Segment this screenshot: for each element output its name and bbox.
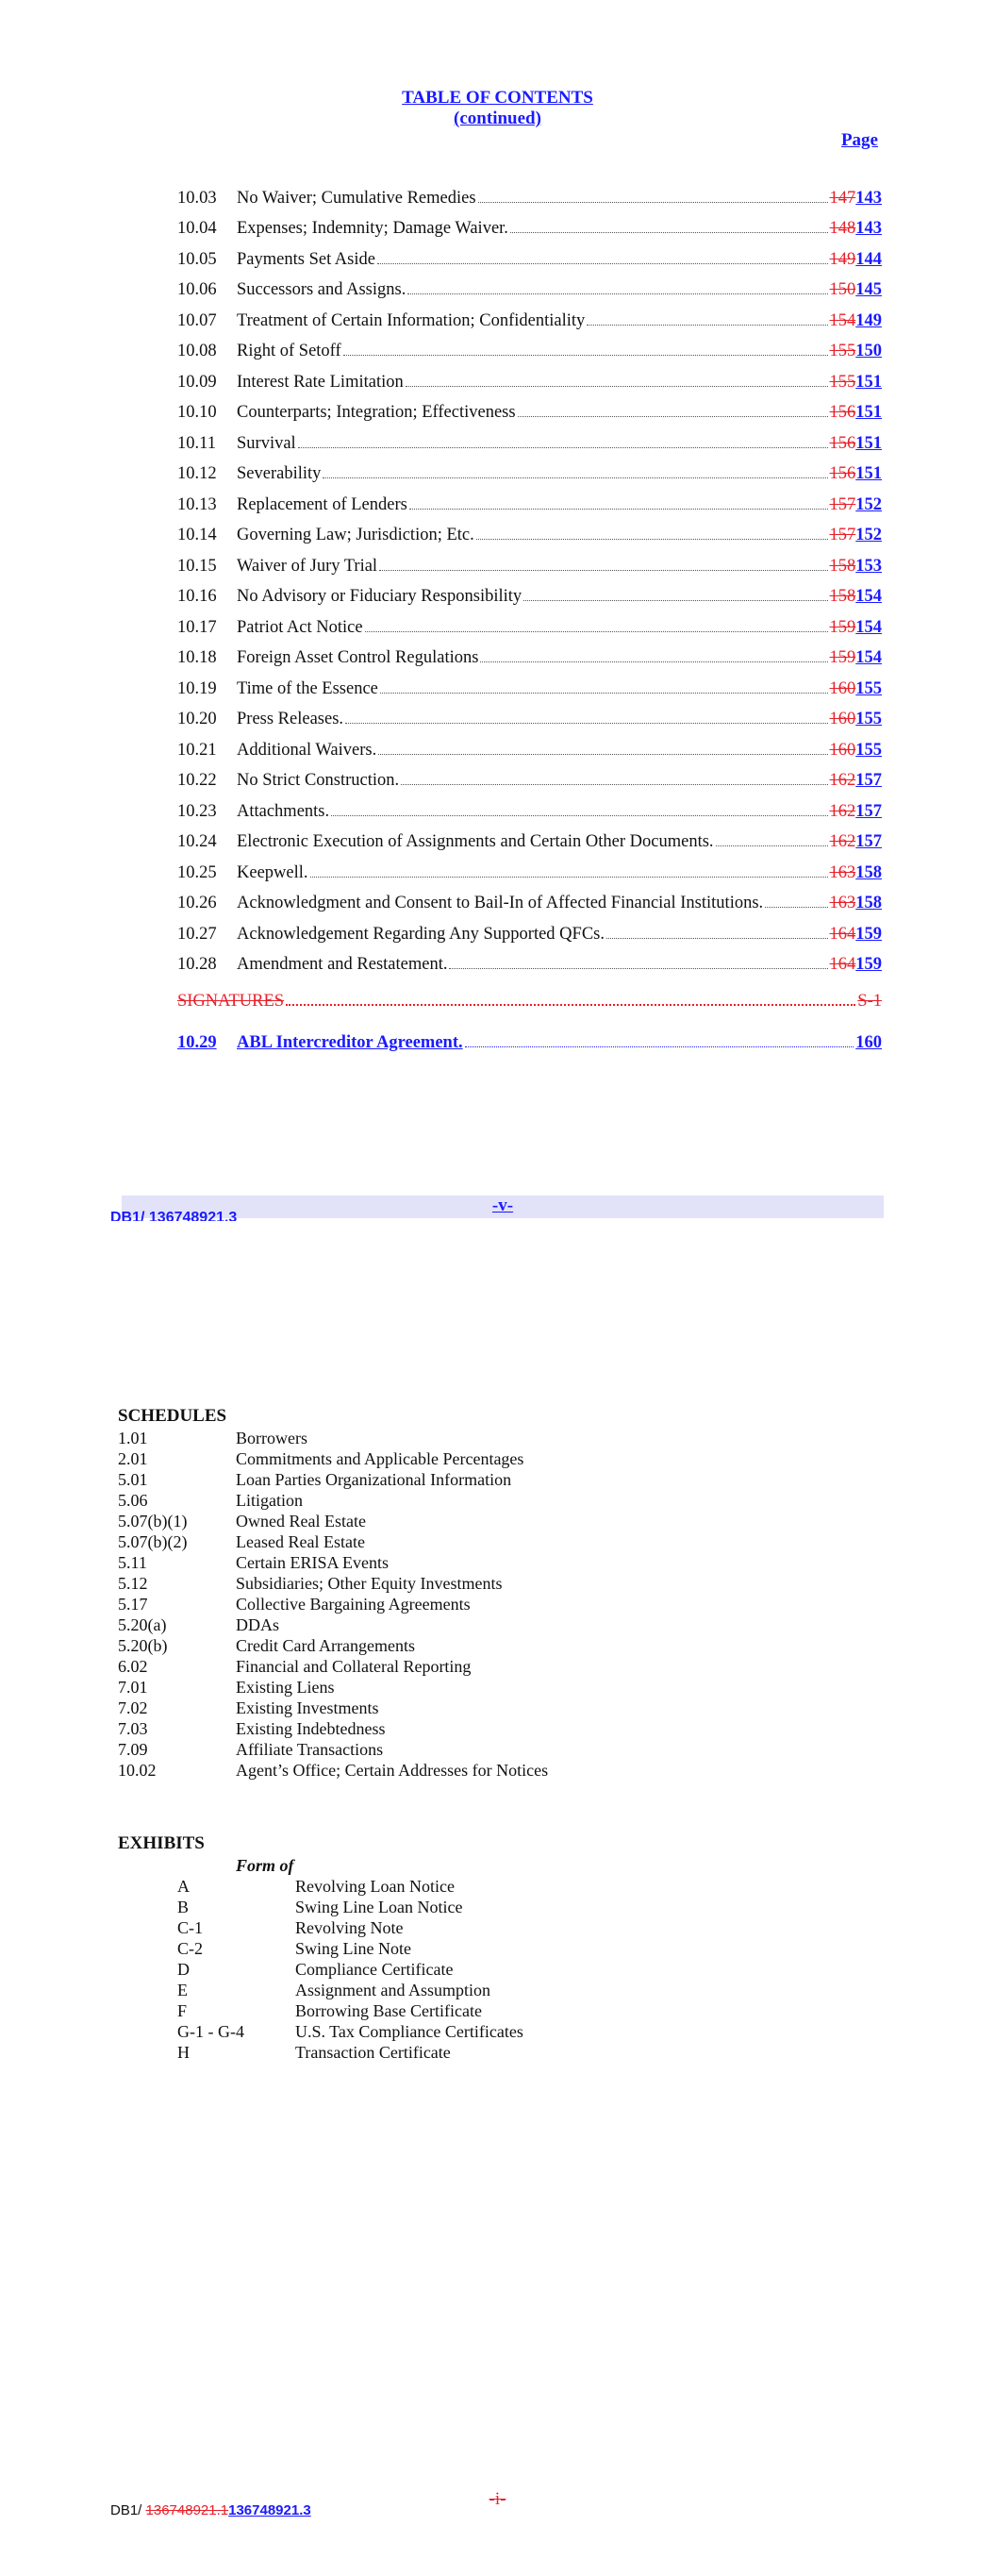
exhibit-letter: C-1 bbox=[177, 1918, 203, 1937]
toc-entry-title: Waiver of Jury Trial bbox=[237, 556, 378, 576]
toc-entry-old-page: 160 bbox=[829, 740, 856, 760]
toc-entry[interactable] bbox=[177, 277, 882, 309]
schedule-title: Owned Real Estate bbox=[236, 1512, 366, 1531]
toc-entry-number: 10.23 bbox=[177, 801, 217, 821]
toc-leader bbox=[345, 707, 827, 725]
exhibit-letter: F bbox=[177, 2001, 188, 2020]
toc-leader bbox=[523, 584, 827, 602]
schedule-number: 5.07(b)(2) bbox=[118, 1532, 188, 1551]
toc-entry-old-page: 156 bbox=[829, 433, 856, 453]
schedules-heading: SCHEDULES bbox=[118, 1406, 227, 1426]
schedules-list bbox=[118, 1429, 872, 1781]
toc-entry-new-page: 153 bbox=[855, 556, 882, 576]
toc-entry-new-page: 150 bbox=[855, 342, 882, 361]
toc-entry-old-page: 160 bbox=[829, 678, 856, 698]
toc-entry-number: 10.27 bbox=[177, 924, 217, 944]
document-id-overlap: DB1/ 136748921.3 bbox=[110, 1210, 238, 1221]
exhibit-item bbox=[177, 1898, 872, 1918]
toc-entry-title: Electronic Execution of Assignments and Certain Other Documents. bbox=[237, 832, 714, 852]
schedule-title: Loan Parties Organizational Information bbox=[236, 1470, 512, 1489]
toc-entry-title: Amendment and Restatement. bbox=[237, 955, 448, 975]
schedule-number: 2.01 bbox=[118, 1449, 148, 1468]
schedule-title: Leased Real Estate bbox=[236, 1532, 365, 1551]
schedule-title: Certain ERISA Events bbox=[236, 1553, 389, 1572]
toc-entry-new-page: 159 bbox=[855, 955, 882, 975]
toc-entry-new-page: 155 bbox=[855, 740, 882, 760]
exhibit-letter: G-1 - G-4 bbox=[177, 2022, 244, 2041]
toc-leader bbox=[449, 952, 827, 970]
toc-entry-old-page: 164 bbox=[829, 955, 856, 975]
exhibit-letter: E bbox=[177, 1981, 188, 1999]
toc-entry-new-page: 151 bbox=[855, 433, 882, 453]
toc-title: TABLE OF CONTENTS bbox=[402, 88, 593, 108]
toc-leader bbox=[716, 829, 828, 847]
schedule-item bbox=[118, 1657, 872, 1678]
signatures-page: S-1 bbox=[857, 991, 882, 1011]
toc-entry-number: 10.14 bbox=[177, 526, 217, 545]
toc-entry-number: 10.17 bbox=[177, 617, 217, 637]
toc-entry-title: Counterparts; Integration; Effectiveness bbox=[237, 403, 516, 423]
exhibit-title: Compliance Certificate bbox=[295, 1960, 454, 1979]
toc-entry-old-page: 154 bbox=[829, 310, 856, 330]
toc-entry-number: 10.22 bbox=[177, 771, 217, 791]
toc-entry[interactable] bbox=[177, 676, 882, 707]
toc-entry-title: No Waiver; Cumulative Remedies bbox=[237, 188, 476, 208]
schedule-item bbox=[118, 1532, 872, 1553]
toc-entry-old-page: 163 bbox=[829, 862, 856, 882]
schedule-number: 5.07(b)(1) bbox=[118, 1512, 188, 1531]
toc-entry-new-page: 155 bbox=[855, 678, 882, 698]
toc-entry-title: Expenses; Indemnity; Damage Waiver. bbox=[237, 219, 508, 239]
schedule-item bbox=[118, 1615, 872, 1636]
toc-list bbox=[177, 185, 882, 982]
toc-entry-old-page: 162 bbox=[829, 801, 856, 821]
exhibit-item bbox=[177, 2022, 872, 2043]
toc-entry[interactable] bbox=[177, 461, 882, 493]
toc-entry-number: 10.21 bbox=[177, 740, 217, 760]
signatures-label: SIGNATURES bbox=[177, 991, 285, 1011]
toc-entry-number: 10.19 bbox=[177, 678, 217, 698]
toc-leader bbox=[365, 614, 828, 632]
toc-entry-old-page: 159 bbox=[829, 617, 856, 637]
toc-entry-new-page: 145 bbox=[855, 280, 882, 300]
page-marker: -v- bbox=[491, 1196, 514, 1215]
schedule-title: Borrowers bbox=[236, 1429, 307, 1447]
toc-entry-title: Governing Law; Jurisdiction; Etc. bbox=[237, 526, 474, 545]
form-of-label: Form of bbox=[236, 1856, 294, 1875]
toc-entry-new-page: 151 bbox=[855, 372, 882, 392]
toc-entry-old-page: 158 bbox=[829, 587, 856, 607]
schedule-item bbox=[118, 1636, 872, 1657]
exhibit-title: Borrowing Base Certificate bbox=[295, 2001, 482, 2020]
toc-entry-number: 10.03 bbox=[177, 188, 217, 208]
toc-entry[interactable] bbox=[177, 707, 882, 738]
exhibit-title: Revolving Loan Notice bbox=[295, 1877, 455, 1896]
toc-leader bbox=[765, 891, 827, 909]
schedule-number: 7.02 bbox=[118, 1698, 148, 1717]
toc-leader bbox=[606, 921, 828, 939]
toc-leader bbox=[380, 676, 828, 694]
toc-entry-new-page: 157 bbox=[855, 832, 882, 852]
toc-leader bbox=[480, 645, 827, 663]
exhibit-item bbox=[177, 1981, 872, 2001]
schedule-item bbox=[118, 1470, 872, 1491]
toc-leader bbox=[401, 768, 827, 786]
toc-entry-title: Press Releases. bbox=[237, 710, 344, 729]
schedules-section bbox=[118, 1406, 872, 1781]
schedule-title: Existing Liens bbox=[236, 1678, 335, 1697]
schedule-item bbox=[118, 1512, 872, 1532]
toc-entry[interactable] bbox=[177, 737, 882, 768]
toc-entry[interactable] bbox=[177, 246, 882, 277]
schedule-number: 5.12 bbox=[118, 1574, 148, 1593]
toc-leader bbox=[298, 430, 828, 448]
toc-entry-old-page: 155 bbox=[829, 342, 856, 361]
signatures-entry bbox=[177, 987, 882, 1012]
schedule-title: Financial and Collateral Reporting bbox=[236, 1657, 472, 1676]
toc-entry-title: No Advisory or Fiduciary Responsibility bbox=[237, 587, 522, 607]
schedule-title: Agent’s Office; Certain Addresses for Notices bbox=[236, 1761, 549, 1780]
toc-leader bbox=[323, 461, 827, 479]
toc-entry[interactable] bbox=[177, 860, 882, 891]
toc-entry-new-page: 144 bbox=[855, 249, 882, 269]
exhibit-item bbox=[177, 1918, 872, 1939]
schedule-number: 5.01 bbox=[118, 1470, 148, 1489]
toc-entry-number: 10.12 bbox=[177, 464, 217, 484]
schedule-item bbox=[118, 1740, 872, 1761]
toc-leader bbox=[510, 216, 828, 234]
toc-entry[interactable] bbox=[177, 584, 882, 615]
toc-entry-title: Foreign Asset Control Regulations bbox=[237, 648, 479, 668]
toc-entry-new-page: 159 bbox=[855, 924, 882, 944]
exhibit-letter: C-2 bbox=[177, 1939, 203, 1958]
toc-entry-new-page: 143 bbox=[855, 219, 882, 239]
toc-entry[interactable] bbox=[177, 430, 882, 461]
toc-entry[interactable] bbox=[177, 645, 882, 677]
toc-leader bbox=[476, 523, 828, 541]
toc-entry-title: Treatment of Certain Information; Confidentiality bbox=[237, 310, 586, 330]
schedule-number: 10.02 bbox=[118, 1761, 157, 1780]
toc-entry-old-page: 159 bbox=[829, 648, 856, 668]
exhibit-letter: A bbox=[177, 1877, 190, 1896]
abl-number: 10.29 bbox=[177, 1032, 217, 1052]
toc-entry-old-page: 147 bbox=[829, 188, 856, 208]
toc-entry-title: Keepwell. bbox=[237, 862, 308, 882]
schedule-number: 5.20(a) bbox=[118, 1615, 167, 1634]
toc-entry-new-page: 151 bbox=[855, 403, 882, 423]
schedule-item bbox=[118, 1553, 872, 1574]
toc-entry-old-page: 157 bbox=[829, 526, 856, 545]
toc-entry[interactable] bbox=[177, 614, 882, 645]
schedule-number: 5.11 bbox=[118, 1553, 147, 1572]
toc-leader bbox=[343, 339, 828, 357]
toc-entry-number: 10.13 bbox=[177, 494, 217, 514]
toc-entry-old-page: 155 bbox=[829, 372, 856, 392]
toc-entry-number: 10.10 bbox=[177, 403, 217, 423]
toc-entry[interactable] bbox=[177, 523, 882, 554]
toc-entry[interactable] bbox=[177, 952, 882, 983]
toc-entry-old-page: 160 bbox=[829, 710, 856, 729]
exhibit-title: Assignment and Assumption bbox=[295, 1981, 491, 1999]
page-marker-roman: -i- bbox=[489, 2489, 506, 2509]
toc-entry-new-page: 158 bbox=[855, 862, 882, 882]
schedule-item bbox=[118, 1574, 872, 1595]
toc-leader bbox=[587, 308, 827, 326]
toc-leader bbox=[377, 246, 828, 264]
docid-prefix: DB1/ bbox=[110, 2502, 146, 2518]
toc-entry-new-page: 143 bbox=[855, 188, 882, 208]
toc-heading bbox=[0, 88, 995, 129]
toc-leader bbox=[465, 1029, 854, 1047]
toc-entry-new-page: 158 bbox=[855, 894, 882, 913]
toc-entry-new-page: 152 bbox=[855, 494, 882, 514]
toc-entry-old-page: 156 bbox=[829, 464, 856, 484]
schedule-item bbox=[118, 1449, 872, 1470]
toc-entry-old-page: 156 bbox=[829, 403, 856, 423]
toc-entry-title: Acknowledgement Regarding Any Supported QFCs. bbox=[237, 924, 605, 944]
schedule-title: Credit Card Arrangements bbox=[236, 1636, 415, 1655]
toc-entry-new-page: 157 bbox=[855, 801, 882, 821]
schedule-number: 1.01 bbox=[118, 1429, 148, 1447]
exhibits-section bbox=[118, 1833, 872, 2064]
toc-subtitle: (continued) bbox=[454, 109, 541, 128]
toc-entry-old-page: 157 bbox=[829, 494, 856, 514]
toc-leader bbox=[331, 798, 827, 816]
toc-entry[interactable] bbox=[177, 829, 882, 861]
toc-entry-title: Interest Rate Limitation bbox=[237, 372, 404, 392]
toc-entry[interactable] bbox=[177, 492, 882, 523]
toc-entry[interactable] bbox=[177, 553, 882, 584]
toc-entry-new-page: 154 bbox=[855, 587, 882, 607]
toc-entry-old-page: 148 bbox=[829, 219, 856, 239]
toc-entry-number: 10.16 bbox=[177, 587, 217, 607]
toc-entry[interactable] bbox=[177, 185, 882, 216]
toc-leader bbox=[518, 400, 828, 418]
toc-entry-title: Payments Set Aside bbox=[237, 249, 375, 269]
toc-entry-title: Successors and Assigns. bbox=[237, 280, 406, 300]
schedule-item bbox=[118, 1595, 872, 1615]
toc-leader bbox=[310, 860, 828, 878]
toc-entry-title: Patriot Act Notice bbox=[237, 617, 363, 637]
schedule-number: 7.09 bbox=[118, 1740, 148, 1759]
schedule-number: 7.01 bbox=[118, 1678, 148, 1697]
toc-entry-number: 10.11 bbox=[177, 433, 216, 453]
toc-entry-number: 10.18 bbox=[177, 648, 217, 668]
exhibit-title: Swing Line Note bbox=[295, 1939, 411, 1958]
toc-entry-title: Survival bbox=[237, 433, 296, 453]
exhibits-heading: EXHIBITS bbox=[118, 1833, 205, 1853]
toc-entry-number: 10.28 bbox=[177, 955, 217, 975]
exhibit-letter: B bbox=[177, 1898, 190, 1916]
toc-entry-title: Right of Setoff bbox=[237, 342, 341, 361]
schedule-title: Litigation bbox=[236, 1491, 303, 1510]
toc-entry[interactable] bbox=[177, 400, 882, 431]
toc-entry-old-page: 164 bbox=[829, 924, 856, 944]
exhibit-letter: H bbox=[177, 2043, 190, 2062]
toc-entry-new-page: 154 bbox=[855, 617, 882, 637]
toc-entry-old-page: 162 bbox=[829, 832, 856, 852]
toc-entry[interactable] bbox=[177, 921, 882, 952]
exhibit-title: U.S. Tax Compliance Certificates bbox=[295, 2022, 523, 2041]
schedule-number: 7.03 bbox=[118, 1719, 148, 1738]
toc-leader bbox=[478, 185, 828, 203]
abl-title: ABL Intercreditor Agreement. bbox=[237, 1032, 463, 1052]
schedule-title: Existing Indebtedness bbox=[236, 1719, 386, 1738]
toc-entry-title: No Strict Construction. bbox=[237, 771, 400, 791]
toc-entry-title: Attachments. bbox=[237, 801, 330, 821]
exhibit-title: Swing Line Loan Notice bbox=[295, 1898, 463, 1916]
toc-entry-old-page: 149 bbox=[829, 249, 856, 269]
toc-entry[interactable] bbox=[177, 891, 882, 922]
schedule-number: 6.02 bbox=[118, 1657, 148, 1676]
toc-entry-number: 10.24 bbox=[177, 832, 217, 852]
toc-entry-title: Additional Waivers. bbox=[237, 740, 377, 760]
exhibit-item bbox=[177, 1877, 872, 1898]
toc-entry-title: Severability bbox=[237, 464, 322, 484]
toc-leader bbox=[379, 553, 827, 571]
toc-entry[interactable] bbox=[177, 798, 882, 829]
toc-leader bbox=[407, 277, 827, 295]
schedule-number: 5.06 bbox=[118, 1491, 148, 1510]
toc-leader bbox=[378, 737, 827, 755]
toc-entry-number: 10.05 bbox=[177, 249, 217, 269]
toc-entry-new-page: 155 bbox=[855, 710, 882, 729]
toc-entry-title: Time of the Essence bbox=[237, 678, 378, 698]
toc-entry-title: Replacement of Lenders bbox=[237, 494, 407, 514]
exhibit-item bbox=[177, 2001, 872, 2022]
exhibit-title: Transaction Certificate bbox=[295, 2043, 451, 2062]
schedule-title: DDAs bbox=[236, 1615, 280, 1634]
schedule-title: Affiliate Transactions bbox=[236, 1740, 384, 1759]
docid-old: 136748921.1 bbox=[145, 2502, 229, 2518]
toc-entry[interactable] bbox=[177, 216, 882, 247]
toc-entry-number: 10.26 bbox=[177, 894, 217, 913]
toc-entry[interactable] bbox=[177, 768, 882, 799]
abl-page: 160 bbox=[855, 1032, 882, 1052]
document-id bbox=[110, 2502, 311, 2518]
toc-entry-new-page: 157 bbox=[855, 771, 882, 791]
abl-entry[interactable] bbox=[177, 1029, 882, 1053]
toc-leader bbox=[406, 369, 828, 387]
exhibit-title: Revolving Note bbox=[295, 1918, 404, 1937]
toc-entry-new-page: 154 bbox=[855, 648, 882, 668]
toc-entry-new-page: 152 bbox=[855, 526, 882, 545]
toc-entry-new-page: 151 bbox=[855, 464, 882, 484]
toc-entry[interactable] bbox=[177, 369, 882, 400]
toc-entry-number: 10.09 bbox=[177, 372, 217, 392]
toc-entry-number: 10.25 bbox=[177, 862, 217, 882]
schedule-item bbox=[118, 1429, 872, 1449]
toc-entry-number: 10.08 bbox=[177, 342, 217, 361]
schedule-item bbox=[118, 1491, 872, 1512]
schedule-item bbox=[118, 1719, 872, 1740]
toc-entry-number: 10.04 bbox=[177, 219, 217, 239]
toc-entry-old-page: 150 bbox=[829, 280, 856, 300]
toc-entry-new-page: 149 bbox=[855, 310, 882, 330]
schedule-title: Collective Bargaining Agreements bbox=[236, 1595, 471, 1614]
toc-entry[interactable] bbox=[177, 308, 882, 339]
toc-entry[interactable] bbox=[177, 339, 882, 370]
toc-entry-number: 10.06 bbox=[177, 280, 217, 300]
toc-entry-old-page: 158 bbox=[829, 556, 856, 576]
toc-entry-title: Acknowledgment and Consent to Bail-In of Affected Financial Institutions. bbox=[237, 894, 764, 913]
page-column-label: Page bbox=[840, 130, 878, 150]
exhibit-item bbox=[177, 1960, 872, 1981]
schedule-title: Commitments and Applicable Percentages bbox=[236, 1449, 524, 1468]
exhibit-item bbox=[177, 1939, 872, 1960]
docid-new: 136748921.3 bbox=[228, 2502, 311, 2518]
schedule-item bbox=[118, 1678, 872, 1698]
toc-entry-number: 10.15 bbox=[177, 556, 217, 576]
toc-entry-number: 10.20 bbox=[177, 710, 217, 729]
toc-entry-number: 10.07 bbox=[177, 310, 217, 330]
toc-entry-old-page: 163 bbox=[829, 894, 856, 913]
schedule-title: Subsidiaries; Other Equity Investments bbox=[236, 1574, 503, 1593]
schedule-item bbox=[118, 1761, 872, 1781]
exhibits-list bbox=[118, 1877, 872, 2064]
toc-entry-old-page: 162 bbox=[829, 771, 856, 791]
schedule-item bbox=[118, 1698, 872, 1719]
exhibit-item bbox=[177, 2043, 872, 2064]
exhibit-letter: D bbox=[177, 1960, 190, 1979]
schedule-number: 5.17 bbox=[118, 1595, 148, 1614]
schedule-title: Existing Investments bbox=[236, 1698, 379, 1717]
toc-leader bbox=[409, 492, 828, 510]
toc-leader bbox=[286, 987, 855, 1006]
schedule-number: 5.20(b) bbox=[118, 1636, 168, 1655]
